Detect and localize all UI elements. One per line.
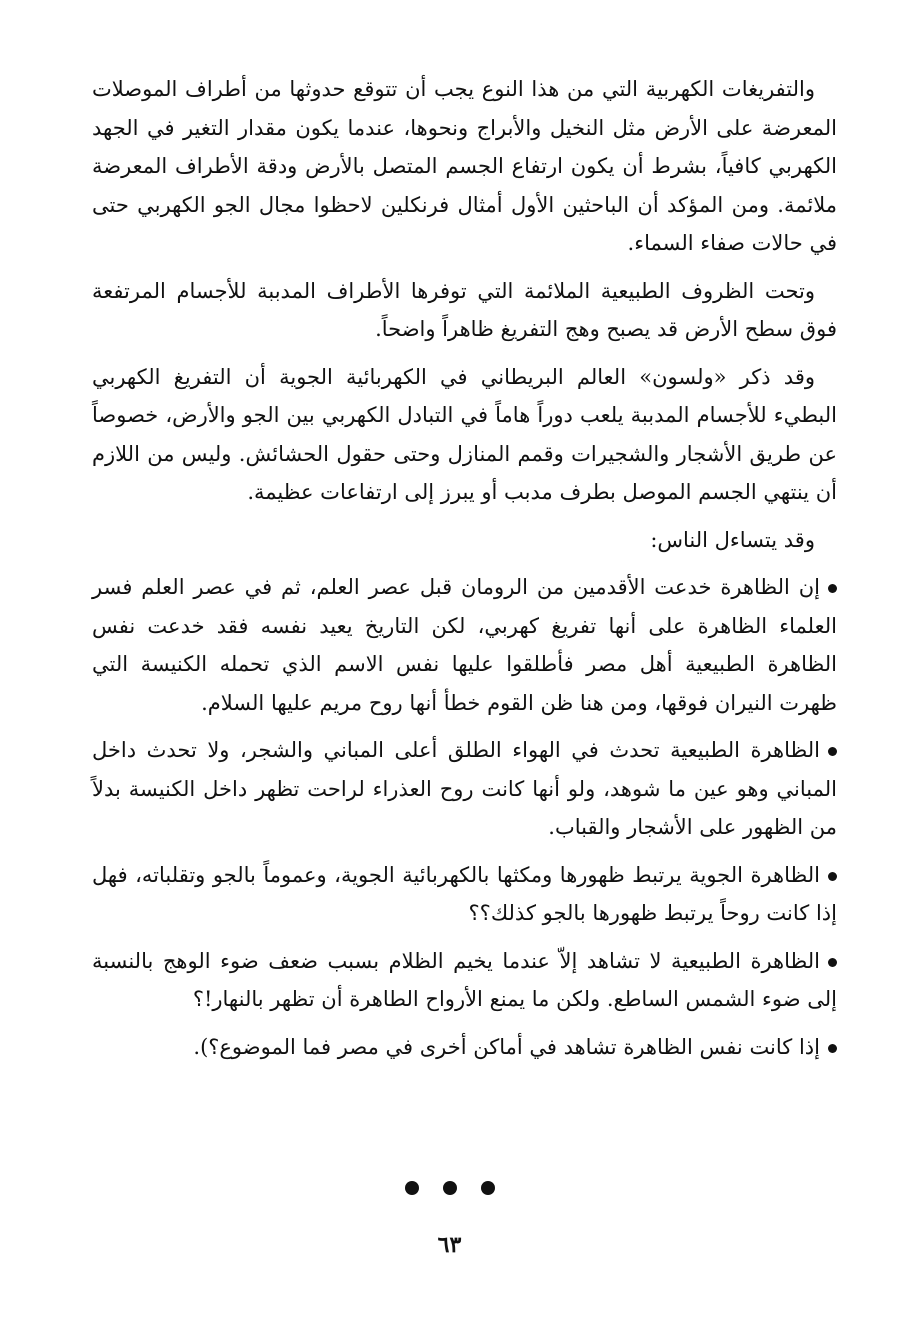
paragraph-3: وقد ذكر «ولسون» العالم البريطاني في الكهربائية الجوية أن التفريغ الكهربي البطيء للأجسام المدببة يلعب دوراً هاماً في التبادل الكهربي بين الجو والأرض، خصوصاً عن طريق الأشجار والشجيرات وقمم المنازل وحتى حقول الحشائش. وليس من اللازم أن ينتهي الجسم الموصل بطرف مدبب أو يبرز إلى ارتفاعات عظيمة. [92, 364, 837, 504]
paragraph-1: والتفريغات الكهربية التي من هذا النوع يجب أن تتوقع حدوثها من أطراف الموصلات المعرضة على الأرض مثل النخيل والأبراج ونحوها، عندما يكون مقدار التغير في الجهد الكهربي كافياً، بشرط أن يكون ارتفاع الجسم المتصل بالأرض ودقة الأطراف المعرضة ملائمة. ومن المؤكد أن الباحثين الأول أمثال فرنكلين لاحظوا مجال الجو الكهربي حتى في حالات صفاء السماء. [92, 77, 837, 255]
bullet-item-2 [92, 731, 837, 847]
bullet-text: إذا كانت نفس الظاهرة تشاهد في أماكن أخرى في مصر فما الموضوع؟). [193, 1034, 820, 1059]
section-separator [0, 1180, 899, 1199]
bullet-text: الظاهرة الطبيعية لا تشاهد إلاّ عندما يخيم الظلام بسبب ضعف ضوء الوهج بالنسبة إلى ضوء الشمس الساطع. ولكن ما يمنع الأرواح الطاهرة أن تظهر بالنهار!؟ [92, 948, 837, 1011]
bullet-dot-icon [828, 584, 837, 593]
separator-dot-icon [481, 1181, 495, 1195]
bullet-item-3 [92, 856, 837, 933]
page-number: ٦٣ [437, 1232, 462, 1258]
bullet-item-5 [92, 1028, 837, 1067]
separator-dot-icon [443, 1181, 457, 1195]
bullet-dot-icon [828, 747, 837, 756]
bullet-item-1 [92, 568, 837, 722]
separator-dot-icon [405, 1181, 419, 1195]
paragraph-2: وتحت الظروف الطبيعية الملائمة التي توفرها الأطراف المدببة للأجسام المرتفعة فوق سطح الأرض قد يصبح وهج التفريغ ظاهراً واضحاً. [92, 278, 837, 341]
bullet-dot-icon [828, 1044, 837, 1053]
bullet-text: إن الظاهرة خدعت الأقدمين من الرومان قبل عصر العلم، ثم في عصر العلم فسر العلماء الظاهرة على أنها تفريغ كهربي، لكن التاريخ يعيد نفسه فقد خدعت نفس الظاهرة الطبيعية أهل مصر فأطلقوا عليها نفس الاسم الذي تحمله الكنيسة التي ظهرت النيران فوقها، ومن هنا ظن القوم خطأ أنها روح مريم عليها السلام. [92, 575, 837, 715]
bullet-dot-icon [828, 872, 837, 881]
bullet-text: الظاهرة الطبيعية تحدث في الهواء الطلق أعلى المباني والشجر، ولا تحدث داخل المباني وهو عين ما شوهد، ولو أنها كانت روح العذراء لراحت تظهر داخل الكنيسة بدلاً من الظهور على الأشجار والقباب. [92, 738, 837, 839]
bullet-item-4 [92, 942, 837, 1019]
bullet-text: الظاهرة الجوية يرتبط ظهورها ومكثها بالكهربائية الجوية، وعموماً بالجو وتقلباته، فهل إذا كانت روحاً يرتبط ظهورها بالجو كذلك؟؟ [92, 862, 837, 925]
page-body [92, 70, 837, 1075]
bullet-dot-icon [828, 958, 837, 967]
paragraph-4: وقد يتساءل الناس: [650, 527, 815, 552]
